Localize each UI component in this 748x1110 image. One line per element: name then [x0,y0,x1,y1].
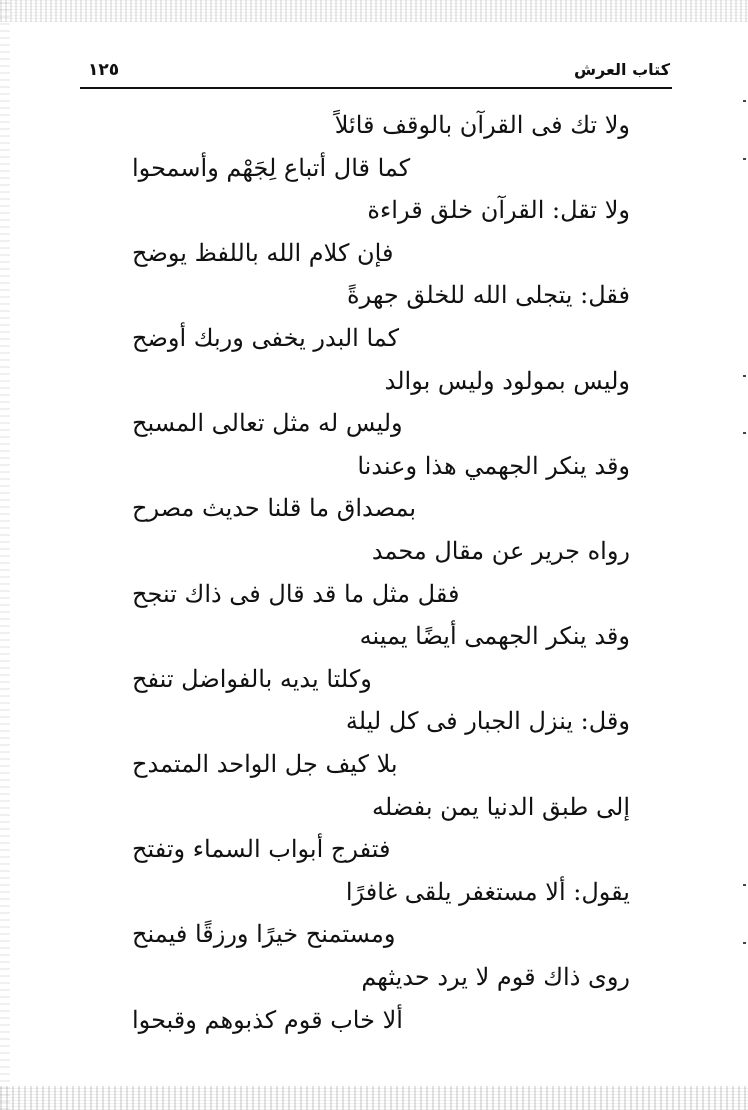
margin-mark [743,432,746,434]
verse-second-hemistich: بمصداق ما قلنا حديث مصرح [132,494,416,522]
verse-first-hemistich: وليس بمولود وليس بوالد [384,367,630,395]
margin-mark [743,884,746,886]
verse-second-hemistich: كما البدر يخفى وربك أوضح [132,324,400,352]
verse-first-hemistich: روى ذاك قوم لا يرد حديثهم [361,963,630,991]
page-number: ١٢٥ [88,60,120,80]
verse-first-hemistich: وقل: ينزل الجبار فى كل ليلة [345,707,630,735]
margin-mark [743,375,746,377]
running-head: كتاب العرش [573,60,670,79]
verse-second-hemistich: وليس له مثل تعالى المسبح [132,409,403,437]
verse-first-hemistich: وقد ينكر الجهمي هذا وعندنا [357,452,630,480]
verse-second-hemistich: فقل مثل ما قد قال فى ذاك تنجح [132,580,460,608]
verse-second-hemistich: ومستمنح خيرًا ورزقًا فيمنح [132,920,396,948]
verse-first-hemistich: فقل: يتجلى الله للخلق جهرةً [347,281,630,309]
verse-second-hemistich: كما قال أتباع لِجَهْم وأسمحوا [132,154,411,182]
verse-first-hemistich: رواه جرير عن مقال محمد [371,537,630,565]
margin-mark [743,158,746,160]
verse-second-hemistich: فإن كلام الله باللفظ يوضح [132,239,394,267]
verse-second-hemistich: وكلتا يديه بالفواضل تنفح [132,665,372,693]
margin-mark [743,942,746,944]
verse-first-hemistich: ولا تقل: القرآن خلق قراءة [367,196,630,224]
verse-second-hemistich: ألا خاب قوم كذبوهم وقبحوا [132,1006,403,1034]
verse-second-hemistich: بلا كيف جل الواحد المتمدح [132,750,398,778]
verse-first-hemistich: ولا تك فى القرآن بالوقف قائلاً [334,111,630,139]
margin-mark [743,100,746,102]
verse-first-hemistich: يقول: ألا مستغفر يلقى غافرًا [345,878,630,906]
verse-first-hemistich: وقد ينكر الجهمى أيضًا يمينه [359,622,630,650]
verse-first-hemistich: إلى طبق الدنيا يمن بفضله [372,793,630,821]
verse-second-hemistich: فتفرج أبواب السماء وتفتح [132,835,391,863]
